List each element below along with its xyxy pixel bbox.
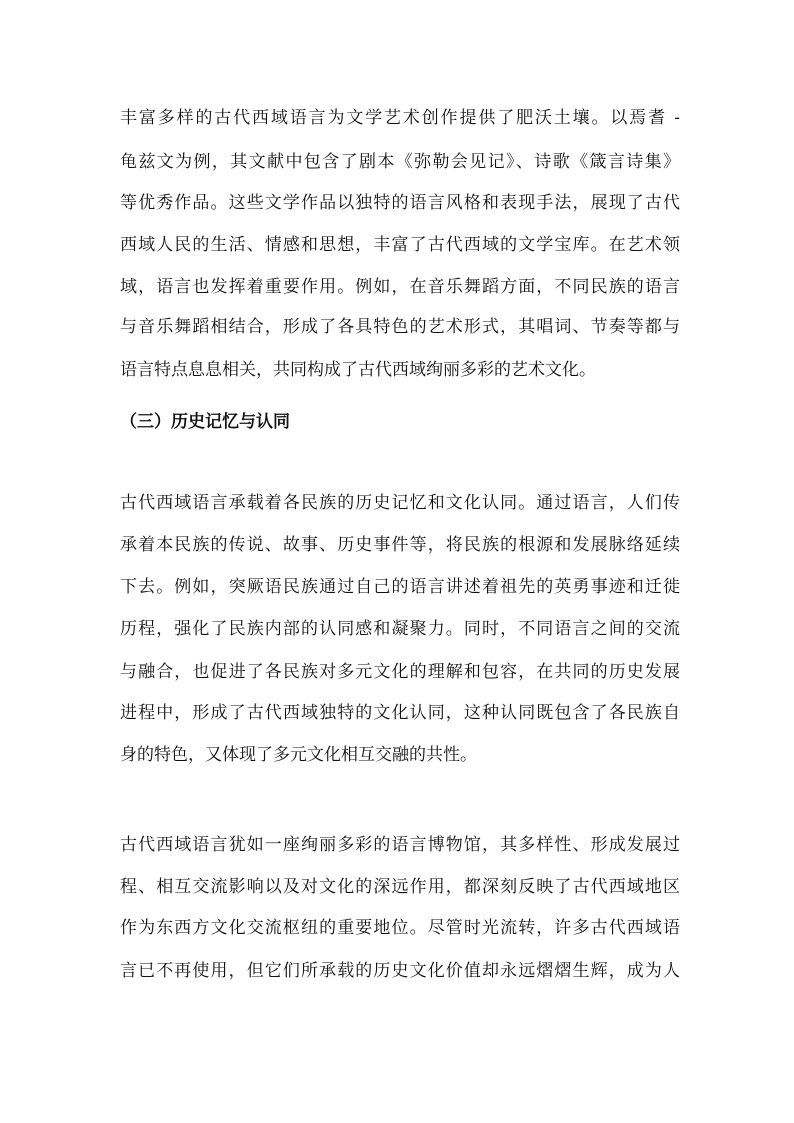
paragraph-1-line-3: 等优秀作品。这些文学作品以独特的语言风格和表现手法，展现了古代 xyxy=(120,193,680,213)
paragraph-2-line-5: 与融合，也促进了各民族对多元文化的理解和包容，在共同的历史发展 xyxy=(120,662,680,682)
paragraph-2-line-4: 历程，强化了民族内部的认同感和凝聚力。同时，不同语言之间的交流 xyxy=(120,619,680,639)
paragraph-1-line-4: 西域人民的生活、情感和思想，丰富了古代西域的文学宝库。在艺术领 xyxy=(120,235,680,255)
paragraph-1-line-6: 与音乐舞蹈相结合，形成了各具特色的艺术形式，其唱词、节奏等都与 xyxy=(120,317,680,337)
paragraph-2-line-3: 下去。例如，突厥语民族通过自己的语言讲述着祖先的英勇事迹和迁徙 xyxy=(120,577,680,597)
paragraph-3-line-2: 程、相互交流影响以及对文化的深远作用，都深刻反映了古代西域地区 xyxy=(120,877,680,897)
paragraph-1-line-1: 丰富多样的古代西域语言为文学艺术创作提供了肥沃土壤。以焉耆 - xyxy=(120,108,680,128)
paragraph-3-line-1: 古代西域语言犹如一座绚丽多彩的语言博物馆，其多样性、形成发展过 xyxy=(120,835,680,855)
paragraph-2-line-6: 进程中，形成了古代西域独特的文化认同，这种认同既包含了各民族自 xyxy=(120,703,680,723)
paragraph-1-line-5: 域，语言也发挥着重要作用。例如，在音乐舞蹈方面，不同民族的语言 xyxy=(120,277,680,297)
paragraph-2-line-1: 古代西域语言承载着各民族的历史记忆和文化认同。通过语言，人们传 xyxy=(120,493,680,513)
paragraph-2-line-2: 承着本民族的传说、故事、历史事件等，将民族的根源和发展脉络延续 xyxy=(120,535,680,555)
paragraph-3-line-3: 作为东西方文化交流枢纽的重要地位。尽管时光流转，许多古代西域语 xyxy=(120,918,680,938)
paragraph-1-line-2: 龟兹文为例，其文献中包含了剧本《弥勒会见记》、诗歌《箴言诗集》 xyxy=(120,152,680,172)
paragraph-2-line-7: 身的特色，又体现了多元文化相互交融的共性。 xyxy=(120,745,477,765)
paragraph-1-line-7: 语言特点息息相关，共同构成了古代西域绚丽多彩的艺术文化。 xyxy=(120,360,596,380)
paragraph-3-line-4: 言已不再使用，但它们所承载的历史文化价值却永远熠熠生辉，成为人 xyxy=(120,961,680,981)
section-heading: （三）历史记忆与认同 xyxy=(120,412,290,432)
